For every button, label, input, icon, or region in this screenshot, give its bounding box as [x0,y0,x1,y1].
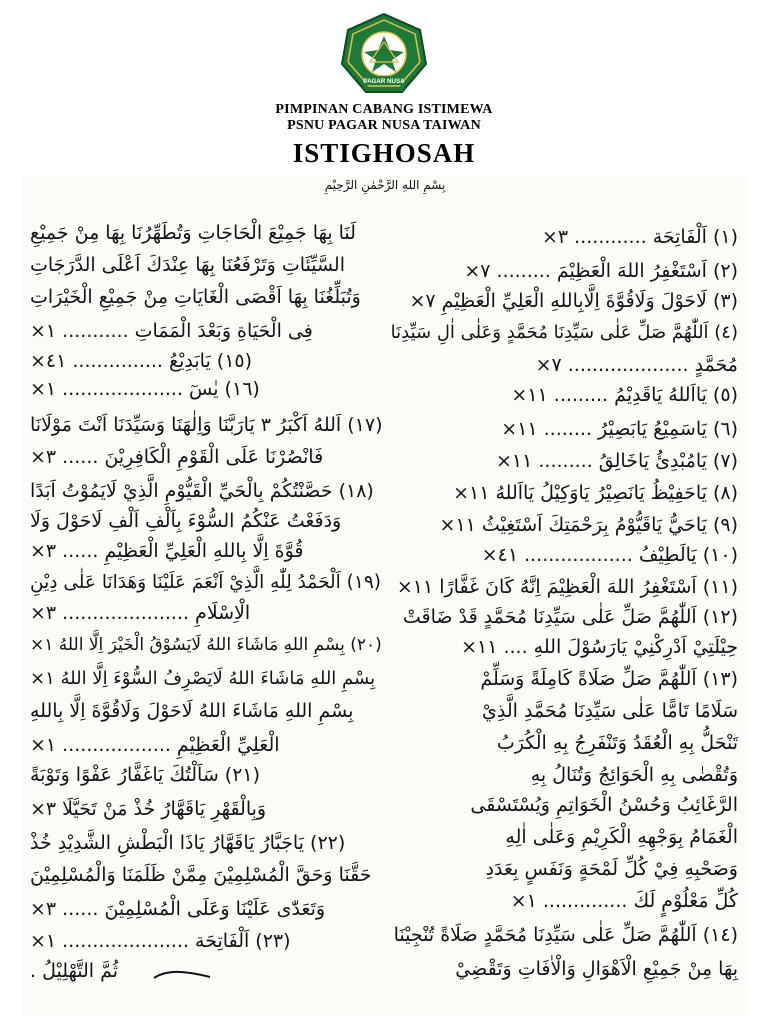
right-line: كُلِّ مَعْلُوْمٍ لَكَ .............. ١× [510,890,738,912]
left-line: وَتُبَلِّغُنَا بِهَا اَقْصَى الْغَايَاتِ مِنْ جَمِيْعِ الْخَيْرَاتِ [30,286,361,308]
right-line: تَنْحَلُّ بِهِ الْعُقَدُ وَتَنْفَرِجُ بِهِ الْكُرَبُ [496,732,738,754]
prayer-text-scan [22,176,748,1016]
right-line: (٣) لَاحَوْلَ وَلَاقُوَّةَ اِلَّابِاللهِ الْعَلِيِّ الْعَظِيْمِ ٧× [409,290,738,312]
left-line: فَانْصُرْنَا عَلَى الْقَوْمِ الْكَافِرِيْنَ ...... ٣× [30,446,324,468]
left-line: الْاِسْلَامِ ..................... ٣× [30,602,251,624]
left-line: وَبِالْقَهْرِ يَاقَهَّارُ خُذْ مَنْ تَحَيَّلَا ٣× [30,798,267,820]
right-line: الْغَمَامُ بِوَجْهِهِ الْكَرِيْمِ وَعَلٰى اٰلِهِ [505,826,738,848]
right-line: (١) اَلْفَاتِحَة ............ ٣× [542,226,738,248]
left-line: قُوَّةَ اِلَّا بِاللهِ الْعَلِيِّ الْعَظِيْمِ ...... ٣× [30,540,304,562]
left-line: بِسْمِ اللهِ مَاشَاءَ اللهُ لَاحَوْلَ وَلَاقُوَّةَ اِلَّا بِاللهِ [30,700,354,722]
left-line: (١٩) اَلْحَمْدُ لِلّٰهِ الَّذِيْ اَنْعَمَ عَلَيْنَا وَهَدَانَا عَلٰى دِيْنِ [30,572,381,593]
right-line: (٧) يَامُبْدِئُ يَاخَالِقُ ......... ١١× [496,450,738,472]
left-line: السَّيِّئَاتِ وَتَرْفَعُنَا بِهَا عِنْدَكَ اَعْلَى الدَّرَجَاتِ [30,254,345,276]
right-line: (١١) اَسْتَغْفِرُ اللهَ الْعَظِيْمَ اِنَّهُ كَانَ غَفَّارًا ١١× [396,576,738,598]
basmala: بِسْمِ اللهِ الرَّحْمٰنِ الرَّحِيْمِ [324,178,446,192]
left-line: فِى الْحَيَاةِ وَبَعْدَ الْمَمَاتِ ........... ١× [30,320,313,342]
left-line: وَدَفَعْتُ عَنْكُمُ السُّوْءَ بِاَلْفِ اَلْفِ لَاحَوْلَ وَلَا [30,510,342,532]
left-line: ثُمَّ التَّهْلِيْلُ . [30,960,119,982]
right-line: وَصَحْبِهِ فِيْ كُلِّ لَمْحَةٍ وَنَفَسٍ بِعَدَدِ [485,858,738,880]
logo-name: PAGAR NUSA [363,78,405,85]
flourish-stroke-icon [152,968,212,982]
left-line: (٢٣) اَلْفَاتِحَة ..................... ١× [30,930,291,952]
right-line: (١٤) اَللّٰهُمَّ صَلِّ عَلٰى سَيِّدِنَا مُحَمَّدٍ صَلَاةً تُنْجِيْنَا [393,924,738,946]
right-line: وَتُقْضٰى بِهِ الْحَوَائِجُ وَتُنَالُ بِهِ [530,764,738,786]
left-line: (١٨) حَصَّنْتُكُمْ بِالْحَيِّ الْقَيُّوْمِ الَّذِيْ لَايَمُوْتُ اَبَدًا [30,480,374,502]
left-line: بِسْمِ اللهِ مَاشَاءَ اللهُ لَايَصْرِفُ السُّوْءَ اِلَّا اللهُ ١× [30,668,376,689]
right-line: (٨) يَاحَفِيْظُ يَانَصِيْرُ يَاوَكِيْلُ يَااَللهُ ١١× [453,482,738,504]
left-line: (٢١) سَاَلْتُكَ يَاغَفَّارُ عَفْوًا وَتَوْبَةً [30,764,261,786]
right-line: (٦) يَاسَمِيْعُ يَابَصِيْرُ ........ ١١× [501,418,738,440]
right-line: مُحَمَّدٍ .................... ٧× [535,354,738,376]
right-line: (٢) اَسْتَغْفِرُ اللهَ الْعَظِيْمَ ......... ٧× [464,260,738,282]
left-line: (١٦) يٰسٓ .................... ١× [30,378,260,400]
left-line: (١٧) اَللهُ اَكْبَرُ ٣ يَارَبَّنَا وَاِلٰهَنَا وَسَيِّدَنَا اَنْتَ مَوْلَانَا [30,414,383,436]
right-line: الرَّغَائِبُ وَحُسْنُ الْخَوَاتِمِ وَيُسْتَسْقَى [470,794,738,816]
org-line-2: PSNU PAGAR NUSA TAIWAN [287,118,481,133]
left-line: (٢٢) يَاجَبَّارُ يَاقَهَّارُ يَاذَا الْبَطْشِ الشَّدِيْدِ خُذْ [30,832,346,854]
right-line: حِيْلَتِيْ اَدْرِكْنِيْ يَارَسُوْلَ اللهِ .... ١١× [461,636,738,658]
org-line-1: PIMPINAN CABANG ISTIMEWA [275,102,493,117]
left-line: (٢٠) بِسْمِ اللهِ مَاشَاءَ اللهُ لَايَسُوْقُ الْخَيْرَ اِلَّا اللهُ ١× [30,635,382,655]
right-line: (١٣) اَللّٰهُمَّ صَلِّ صَلَاةً كَامِلَةً وَسَلِّمْ [480,668,738,690]
right-line: سَلَامًا تَامًّا عَلٰى سَيِّدِنَا مُحَمَّدِ الَّذِيْ [482,700,738,722]
right-line: (٩) يَاحَيُّ يَاقَيُّوْمُ بِرَحْمَتِكَ اَسْتَغِيْثُ ١١× [439,514,738,536]
right-line: (١٢) اَللّٰهُمَّ صَلِّ عَلٰى سَيِّدِنَا مُحَمَّدٍ قَدْ ضَاقَتْ [402,606,738,628]
pagar-nusa-logo [340,12,428,96]
right-line: (٤) اَللّٰهُمَّ صَلِّ عَلٰى سَيِّدِنَا مُحَمَّدٍ وَعَلٰى اٰلِ سَيِّدِنَا [390,322,738,343]
document-title: ISTIGHOSAH [292,138,476,168]
left-line: حَقَّنَا وَحَقَّ الْمُسْلِمِيْنَ مِمَّنْ ظَلَمَنَا وَالْمُسْلِمِيْنَ [30,864,372,886]
left-line: (١٥) يَابَدِيْعُ ............... ٤١× [30,350,253,372]
logo-emblem-icon [340,12,428,96]
left-line: الْعَلِيِّ الْعَظِيْمِ .................. ١× [30,734,280,756]
right-line: (١٠) يَالَطِيْفُ .................. ٤١× [481,544,738,566]
left-line: وَتَعَدّٰى عَلَيْنَا وَعَلَى الْمُسْلِمِيْنَ ...... ٣× [30,898,326,920]
right-line: (٥) يَااَللهُ يَاقَدِيْمُ ......... ١١× [511,384,738,406]
left-line: لَنَا بِهَا جَمِيْعَ الْحَاجَاتِ وَتُطَهِّرُنَا بِهَا مِنْ جَمِيْعِ [30,222,356,244]
right-line: بِهَا مِنْ جَمِيْعِ الْاَهْوَالِ وَالْاٰفَاتِ وَتَقْضِيْ [455,958,738,980]
